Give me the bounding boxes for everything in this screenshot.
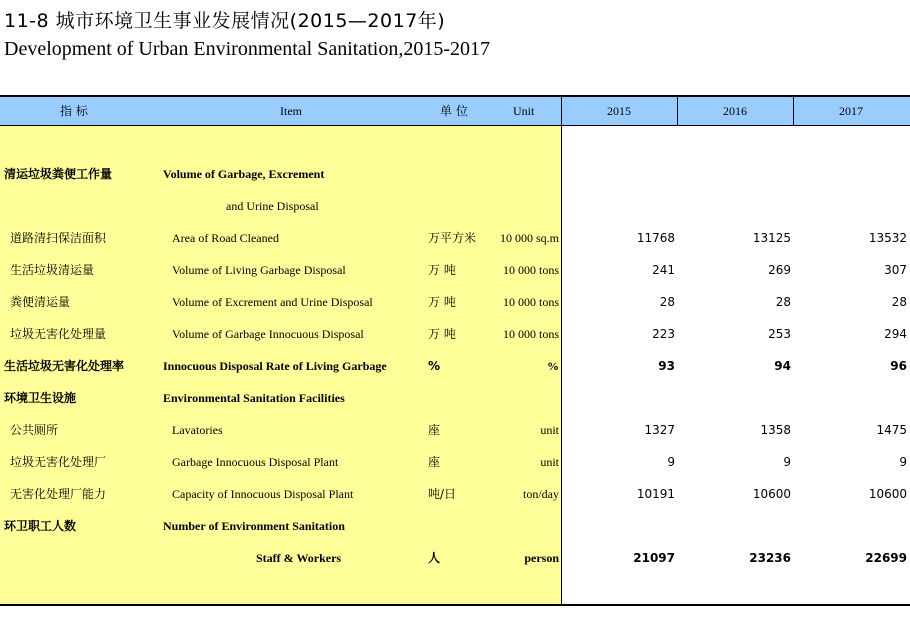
table-row	[0, 222, 910, 254]
header-indicator-cn: 指 标	[60, 104, 88, 118]
row-label-cn: 无害化处理厂能力	[10, 487, 107, 501]
row-unit-cn: 吨/日	[428, 487, 457, 501]
table-row	[0, 254, 910, 286]
value-2015: 10191	[636, 487, 675, 501]
row-label-cn: 粪便清运量	[10, 295, 71, 309]
row-unit-cn: 万平方米	[428, 231, 477, 245]
row-label-en: Volume of Excrement and Urine Disposal	[172, 295, 373, 309]
value-2016	[677, 158, 791, 190]
header-year-2015: 2015	[607, 104, 631, 118]
value-2017: 9	[899, 455, 907, 469]
value-2017: 13532	[868, 231, 907, 245]
value-2015	[561, 158, 675, 190]
value-2017	[793, 510, 907, 542]
value-2015	[561, 190, 675, 222]
value-2016: 10600	[752, 487, 791, 501]
row-label-cn: 环卫职工人数	[4, 519, 77, 533]
row-label-cn: 垃圾无害化处理厂	[10, 455, 107, 469]
value-2015: 28	[659, 295, 675, 309]
row-label-en: Staff & Workers	[256, 551, 342, 565]
row-label-en: Number of Environment Sanitation	[163, 519, 345, 533]
row-label-en: Volume of Living Garbage Disposal	[172, 263, 346, 277]
value-2015: 93	[658, 359, 675, 373]
table-row	[0, 478, 910, 510]
value-2017: 10600	[868, 487, 907, 501]
row-unit-cn: 万 吨	[428, 295, 456, 309]
value-2016: 269	[768, 263, 791, 277]
table-bottom-rule	[0, 604, 910, 606]
row-unit-en	[470, 382, 559, 414]
value-2015: 223	[652, 327, 675, 341]
value-2016	[677, 382, 791, 414]
table-row	[0, 158, 910, 190]
row-unit-en: 10 000 sq.m	[499, 231, 559, 245]
row-unit-cn: 万 吨	[428, 263, 456, 277]
value-2017	[793, 382, 907, 414]
table-row	[0, 414, 910, 446]
row-label-cn: 生活垃圾清运量	[10, 263, 95, 277]
table-row	[0, 542, 910, 574]
page-title-en: Development of Urban Environmental Sanitation,2015-2017	[4, 38, 491, 60]
row-unit-en: unit	[540, 455, 559, 469]
row-label-cn: 生活垃圾无害化处理率	[4, 359, 125, 373]
value-2016: 13125	[752, 231, 791, 245]
row-unit-en: 10 000 tons	[502, 295, 559, 309]
row-label-en: Lavatories	[172, 423, 223, 437]
row-unit-en	[470, 190, 559, 222]
row-label-en: Environmental Sanitation Facilities	[163, 391, 345, 405]
row-unit-cn: 人	[428, 551, 441, 565]
value-2016: 253	[768, 327, 791, 341]
table-row	[0, 286, 910, 318]
value-2016: 94	[774, 359, 791, 373]
value-2016	[677, 190, 791, 222]
value-2017: 307	[884, 263, 907, 277]
row-label-cn: 道路清扫保洁面积	[10, 231, 107, 245]
row-unit-en	[470, 510, 559, 542]
value-2017: 1475	[876, 423, 907, 437]
row-unit-cn: 座	[428, 455, 441, 469]
row-label-cn: 清运垃圾粪便工作量	[4, 167, 113, 181]
row-label-cn: 垃圾无害化处理量	[10, 327, 107, 341]
row-label-en: Innocuous Disposal Rate of Living Garbage	[163, 359, 387, 373]
header-divider	[0, 125, 910, 126]
row-unit-en: 10 000 tons	[502, 327, 559, 341]
value-2016: 1358	[760, 423, 791, 437]
statistics-table	[0, 95, 910, 606]
row-unit-en: ton/day	[523, 487, 559, 501]
value-2015: 21097	[633, 551, 675, 565]
value-2017: 28	[891, 295, 907, 309]
page-title-cn: 11-8 城市环境卫生事业发展情况(2015—2017年)	[4, 10, 446, 32]
row-label-en: Volume of Garbage Innocuous Disposal	[172, 327, 364, 341]
header-year-2016: 2016	[723, 104, 747, 118]
row-unit-en: %	[547, 359, 559, 373]
table-row	[0, 318, 910, 350]
header-unit-cn: 单 位	[440, 104, 468, 118]
row-label-en: Garbage Innocuous Disposal Plant	[172, 455, 339, 469]
row-label-en: Capacity of Innocuous Disposal Plant	[172, 487, 354, 501]
row-label-en: Volume of Garbage, Excrement	[163, 167, 325, 181]
table-row	[0, 190, 910, 222]
row-unit-en: person	[524, 551, 559, 565]
value-2016: 23236	[749, 551, 791, 565]
value-2016: 9	[783, 455, 791, 469]
table-row	[0, 350, 910, 382]
value-2015: 9	[667, 455, 675, 469]
table-row	[0, 510, 910, 542]
value-2015: 11768	[636, 231, 675, 245]
value-2017	[793, 158, 907, 190]
value-2015	[561, 510, 675, 542]
value-2017: 294	[884, 327, 907, 341]
value-2015: 241	[652, 263, 675, 277]
row-label-en: and Urine Disposal	[226, 199, 319, 213]
row-unit-en: unit	[540, 423, 559, 437]
row-label-en: Area of Road Cleaned	[172, 231, 279, 245]
table-row	[0, 382, 910, 414]
header-unit-en: Unit	[513, 104, 535, 118]
table-row	[0, 446, 910, 478]
value-2016	[677, 510, 791, 542]
row-unit-cn: %	[428, 359, 441, 373]
value-2015: 1327	[644, 423, 675, 437]
row-unit-en: 10 000 tons	[502, 263, 559, 277]
value-2017: 22699	[865, 551, 907, 565]
value-2017: 96	[890, 359, 907, 373]
row-unit-en	[470, 158, 559, 190]
row-label-cn: 环境卫生设施	[4, 391, 77, 405]
row-unit-cn: 万 吨	[428, 327, 456, 341]
value-2017	[793, 190, 907, 222]
header-item: Item	[280, 104, 302, 118]
row-label-cn: 公共厕所	[10, 423, 59, 437]
row-unit-cn: 座	[428, 423, 441, 437]
header-year-2017: 2017	[839, 104, 863, 118]
value-2016: 28	[775, 295, 791, 309]
value-2015	[561, 382, 675, 414]
